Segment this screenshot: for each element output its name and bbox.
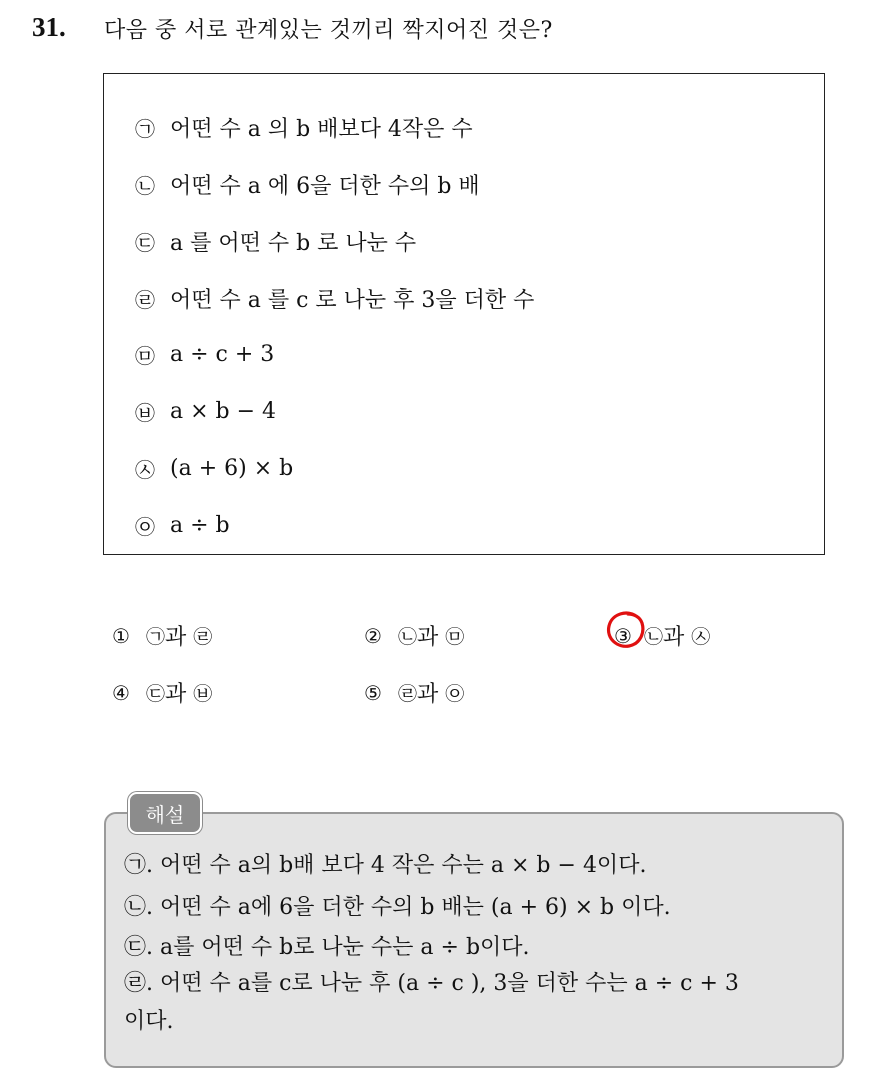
choice-number: ③ <box>614 623 632 648</box>
question-text: 다음 중 서로 관계있는 것끼리 짝지어진 것은? <box>104 18 553 43</box>
explanation-line: 이다. <box>124 1009 174 1034</box>
item-mark: ㉥ <box>135 401 155 425</box>
item-mark: ㉣ <box>135 288 155 312</box>
explanation-line: ㉣. 어떤 수 a를 c로 나눈 후 (a ÷ c ), 3을 더한 수는 a ÷ c + 3 <box>124 971 739 996</box>
item-2 <box>134 169 480 200</box>
choice-number: ④ <box>112 680 130 705</box>
item-8 <box>134 511 230 540</box>
choice-number: ⑤ <box>364 680 382 705</box>
item-7 <box>134 454 293 483</box>
choice-4[interactable]: ④ ㉢ 과 ㉥ <box>112 680 213 707</box>
choice-number: ① <box>112 623 130 648</box>
item-mark: ㉦ <box>135 458 155 482</box>
item-text: 어떤 수 a 의 b 배보다 4작은 수 <box>170 117 473 142</box>
explanation-line: ㉠. 어떤 수 a의 b배 보다 4 작은 수는 a × b − 4이다. <box>124 853 647 878</box>
answer-mark-circle <box>606 611 646 649</box>
question-number: 31. <box>32 12 66 42</box>
choice-2[interactable]: ② ㉡ 과 ㉤ <box>364 623 465 650</box>
item-text: a × b − 4 <box>170 399 277 424</box>
item-3 <box>134 226 416 257</box>
item-mark: ㉠ <box>135 117 155 141</box>
choice-number: ② <box>364 623 382 648</box>
item-text: 어떤 수 a 를 c 로 나눈 후 3을 더한 수 <box>170 288 535 313</box>
explanation-tag: 해설 <box>128 792 202 834</box>
choice-3[interactable]: ③ ㉡ 과 ㉦ <box>614 623 711 650</box>
item-mark: ㉤ <box>135 344 155 368</box>
item-text: a ÷ c + 3 <box>170 342 275 367</box>
choice-1[interactable]: ① ㉠ 과 ㉣ <box>112 623 213 650</box>
item-text: 어떤 수 a 에 6을 더한 수의 b 배 <box>170 174 480 199</box>
item-text: a ÷ b <box>170 513 230 538</box>
item-mark: ㉧ <box>135 515 155 539</box>
item-mark: ㉡ <box>135 174 155 198</box>
items-box <box>103 73 825 555</box>
item-4 <box>134 283 534 314</box>
item-1 <box>134 112 473 143</box>
explanation-line: ㉢. a를 어떤 수 b로 나눈 수는 a ÷ b이다. <box>124 935 530 960</box>
choice-5[interactable]: ⑤ ㉣ 과 ㉧ <box>364 680 465 707</box>
explanation-line: ㉡. 어떤 수 a에 6을 더한 수의 b 배는 (a + 6) × b 이다. <box>124 895 671 920</box>
item-5 <box>134 340 274 369</box>
item-6 <box>134 397 276 426</box>
item-text: (a + 6) × b <box>170 456 294 481</box>
item-text: a 를 어떤 수 b 로 나눈 수 <box>170 231 417 256</box>
item-mark: ㉢ <box>135 231 155 255</box>
